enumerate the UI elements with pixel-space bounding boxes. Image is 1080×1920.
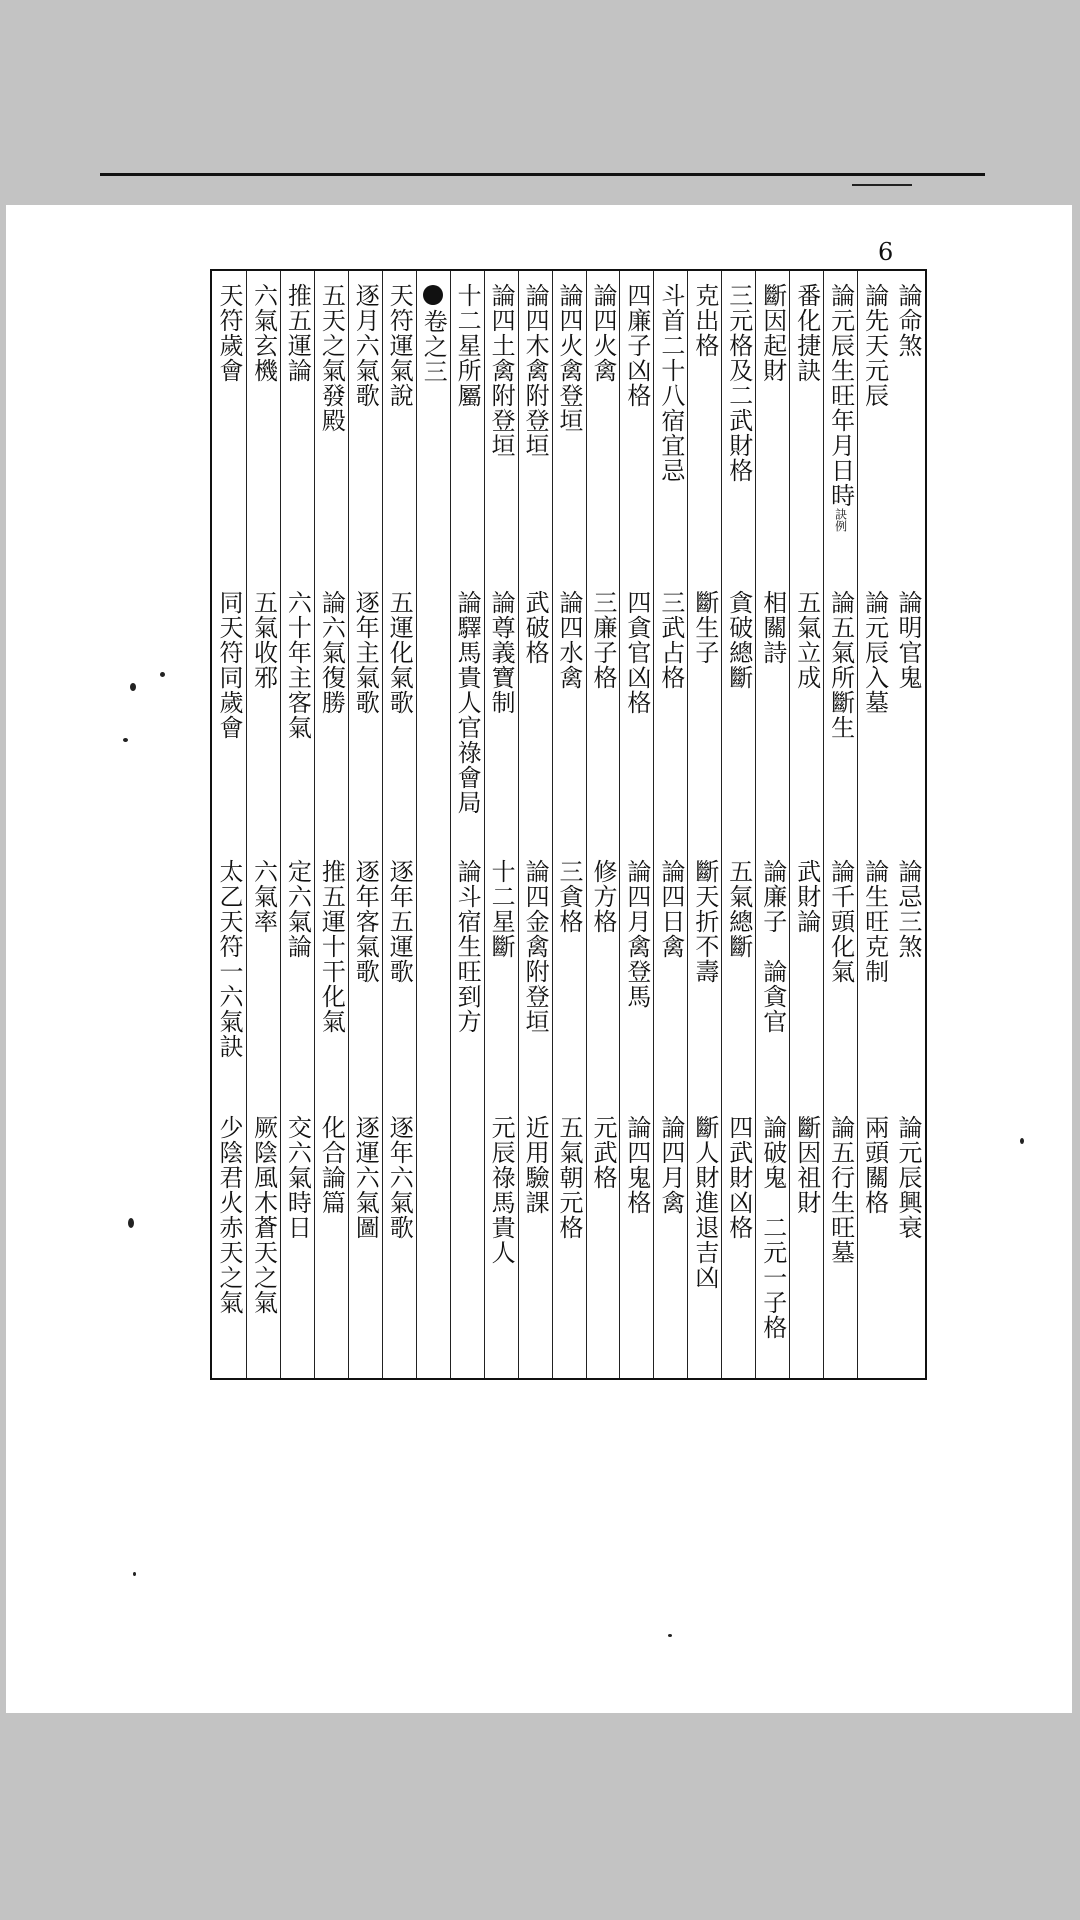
toc-entry: 論四火禽	[588, 283, 617, 383]
toc-entry: 十二星所屬	[453, 283, 482, 408]
toc-entry: 天符歲會	[214, 283, 243, 383]
page-number: 6	[878, 238, 894, 266]
toc-column	[314, 271, 348, 1378]
toc-entry: 六氣率	[249, 859, 278, 934]
toc-entry: 論驛馬貴人官祿會局	[453, 590, 482, 815]
toc-column	[619, 271, 653, 1378]
toc-entry: 五氣朝元格	[555, 1115, 584, 1240]
toc-entry: 逐年六氣歌	[385, 1115, 414, 1240]
toc-entry: 五氣立成	[792, 590, 821, 690]
toc-entry: 逐月六氣歌	[351, 283, 380, 408]
toc-entry: 論斗宿生旺到方	[453, 859, 482, 1034]
toc-entry: 兩頭關格	[860, 1115, 889, 1215]
toc-column	[857, 271, 891, 1378]
toc-column	[518, 271, 552, 1378]
toc-column	[891, 271, 925, 1378]
toc-entry: 三元格及二武財格	[724, 283, 753, 483]
toc-entry: 相關詩	[758, 590, 787, 665]
toc-column	[246, 271, 280, 1378]
toc-entry: 論四火禽登垣	[555, 283, 584, 433]
scan-speck	[1020, 1138, 1024, 1144]
toc-entry: 斷因起財	[758, 283, 787, 383]
toc-column	[552, 271, 586, 1378]
toc-entry: 近用驗課	[521, 1115, 550, 1215]
toc-entry: 克出格	[690, 283, 719, 358]
toc-column	[755, 271, 789, 1378]
scan-speck	[668, 1634, 672, 1637]
toc-entry: 卷之三	[421, 285, 445, 384]
toc-column	[484, 271, 518, 1378]
toc-entry: 三廉子格	[588, 590, 617, 690]
volume-mark-icon	[423, 285, 443, 305]
toc-entry: 五運化氣歌	[385, 590, 414, 715]
toc-entry: 三貪格	[555, 859, 584, 934]
toc-column	[586, 271, 620, 1378]
scan-speck	[133, 1572, 136, 1576]
toc-entry: 四廉子凶格	[622, 283, 651, 408]
toc-entry: 斗首二十八宿宜忌	[656, 283, 685, 483]
header-rule	[100, 173, 985, 176]
toc-entry: 論千頭化氣	[826, 859, 855, 984]
toc-entry: 天符運氣說	[385, 283, 414, 408]
toc-column	[212, 271, 246, 1378]
toc-entry: 論四月禽登馬	[622, 859, 651, 1009]
toc-entry: 論先天元辰	[860, 283, 889, 408]
toc-entry: 化合論篇	[317, 1115, 346, 1215]
toc-entry: 論廉子 論貪官	[758, 859, 787, 1034]
toc-entry: 論四日禽	[656, 859, 685, 959]
toc-entry: 論四水禽	[555, 590, 584, 690]
toc-entry: 交六氣時日	[283, 1115, 312, 1240]
scan-speck	[128, 1218, 134, 1228]
toc-column	[280, 271, 314, 1378]
toc-entry: 論四鬼格	[622, 1115, 651, 1215]
toc-column	[823, 271, 857, 1378]
toc-entry: 論四金禽附登垣	[521, 859, 550, 1034]
toc-column	[653, 271, 687, 1378]
table-of-contents	[210, 269, 927, 1380]
toc-entry: 論明官鬼	[894, 590, 923, 690]
toc-entry: 推五運十干化氣	[317, 859, 346, 1034]
toc-entry: 定六氣論	[283, 859, 312, 959]
toc-entry: 論尊義寶制	[487, 590, 516, 715]
toc-entry: 論元辰入墓	[860, 590, 889, 715]
scan-speck	[130, 683, 136, 691]
toc-entry: 太乙天符一六氣訣	[214, 859, 243, 1059]
toc-entry: 貪破總斷	[724, 590, 753, 690]
toc-entry: 論四木禽附登垣	[521, 283, 550, 458]
toc-entry: 推五運論	[283, 283, 312, 383]
toc-column	[450, 271, 484, 1378]
toc-entry: 論五氣所斷生	[826, 590, 855, 740]
toc-entry: 六十年主客氣	[283, 590, 312, 740]
entry-note: 訣例	[833, 508, 848, 532]
toc-entry: 四貪官凶格	[622, 590, 651, 715]
toc-entry: 元辰祿馬貴人	[487, 1115, 516, 1265]
toc-column	[721, 271, 755, 1378]
toc-entry: 厥陰風木蒼天之氣	[249, 1115, 278, 1315]
toc-entry: 五氣收邪	[249, 590, 278, 690]
header-rule-tail	[852, 184, 912, 186]
toc-entry: 十二星斷	[487, 859, 516, 959]
toc-entry: 四武財凶格	[724, 1115, 753, 1240]
toc-entry: 武破格	[521, 590, 550, 665]
toc-entry: 論元辰興衰	[894, 1115, 923, 1240]
toc-column	[416, 271, 450, 1378]
toc-entry: 逐年五運歌	[385, 859, 414, 984]
scan-speck	[123, 738, 128, 742]
toc-entry: 逐運六氣圖	[351, 1115, 380, 1240]
toc-entry: 論六氣復勝	[317, 590, 346, 715]
toc-entry: 三武占格	[656, 590, 685, 690]
toc-entry: 斷人財進退吉凶	[690, 1115, 719, 1290]
toc-entry: 元武格	[588, 1115, 617, 1190]
toc-entry: 五氣總斷	[724, 859, 753, 959]
toc-entry: 論破鬼 二元一子格	[758, 1115, 787, 1340]
toc-entry: 論元辰生旺年月日時訣例	[826, 283, 855, 532]
toc-entry: 六氣玄機	[249, 283, 278, 383]
scan-speck	[160, 672, 165, 677]
toc-entry: 武財論	[792, 859, 821, 934]
toc-entry: 逐年客氣歌	[351, 859, 380, 984]
toc-column	[687, 271, 721, 1378]
toc-entry: 論生旺克制	[860, 859, 889, 984]
toc-column	[348, 271, 382, 1378]
toc-entry: 斷天折不壽	[690, 859, 719, 984]
toc-entry: 斷因祖財	[792, 1115, 821, 1215]
toc-entry: 論命煞	[894, 283, 923, 358]
toc-entry: 番化捷訣	[792, 283, 821, 383]
toc-entry: 五天之氣發殿	[317, 283, 346, 433]
toc-entry: 修方格	[588, 859, 617, 934]
toc-entry: 逐年主氣歌	[351, 590, 380, 715]
toc-column	[382, 271, 416, 1378]
toc-entry: 論四月禽	[656, 1115, 685, 1215]
toc-column	[789, 271, 823, 1378]
toc-entry: 少陰君火赤天之氣	[214, 1115, 243, 1315]
toc-entry: 論忌三煞	[894, 859, 923, 959]
toc-entry: 論五行生旺墓	[826, 1115, 855, 1265]
toc-entry: 同天符同歲會	[214, 590, 243, 740]
toc-entry: 論四土禽附登垣	[487, 283, 516, 458]
toc-entry: 斷生子	[690, 590, 719, 665]
